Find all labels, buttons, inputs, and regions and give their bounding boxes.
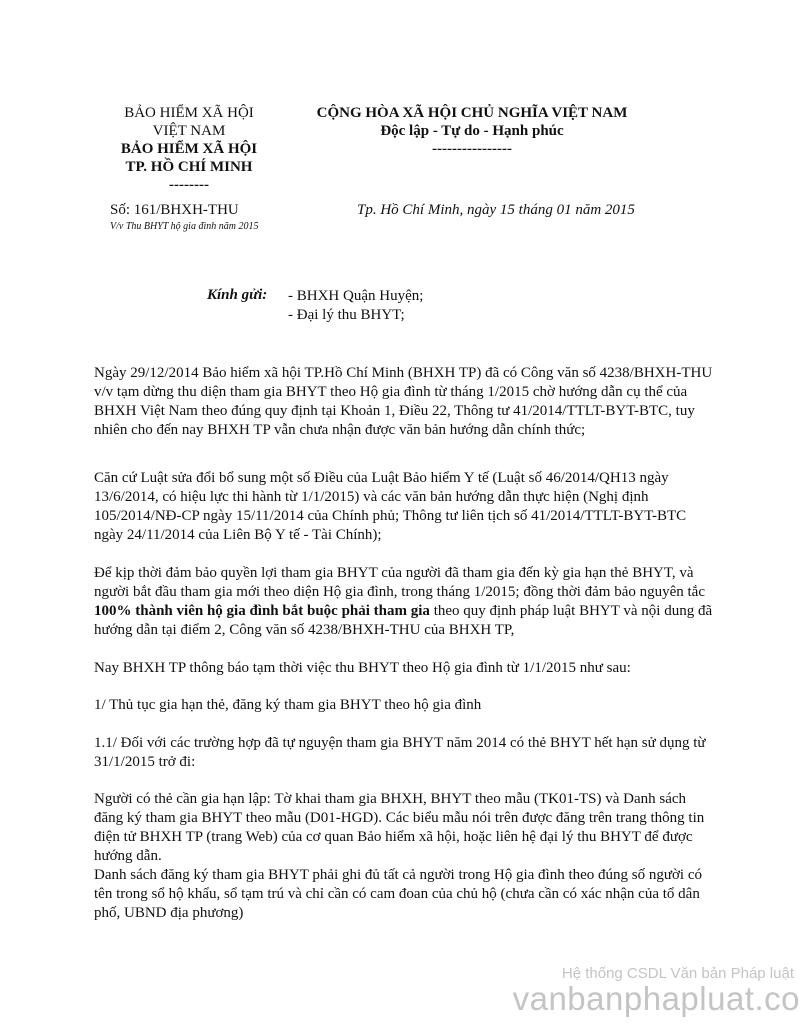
paragraph-4 — [94, 659, 714, 678]
motto: Độc lập - Tự do - Hạnh phúc — [380, 123, 564, 139]
agency-line-2: VIỆT NAM — [152, 123, 226, 139]
paragraph-text: 1/ Thủ tục gia hạn thẻ, đăng ký tham gia BHYT theo hộ gia đình — [94, 697, 482, 713]
paragraph-text — [94, 564, 714, 640]
document-number: Số: 161/BHXH-THU — [110, 202, 239, 218]
paragraph-1 — [94, 364, 714, 440]
paragraph-text: Ngày 29/12/2014 Bảo hiểm xã hội TP.Hồ Chí Minh (BHXH TP) đã có Công văn số 4238/BHXH-THU v/v tạm dừng thu diện tham gia BHYT theo Hộ gia đình từ tháng 1/2015 chờ hướng dẫn cụ thể của BHXH Việt Nam theo đúng quy định tại Khoản 1, Điều 22, Thông tư 41/2014/TTLT-BYT-BTC, tuy nhiên cho đến nay BHXH TP vẫn chưa nhận được văn bản hướng dẫn chính thức; — [94, 365, 713, 438]
paragraph-text-part: theo quy định pháp luật BHYT và nội dung đã hướng dẫn tại điểm 2, Công văn số 4238/BHXH-THU của BHXH TP, — [94, 603, 713, 638]
subsection-heading-1-1 — [94, 734, 714, 772]
national-motto — [297, 104, 647, 158]
agency-line-1: BẢO HIỂM XÃ HỘI — [124, 105, 254, 121]
issuing-agency — [105, 104, 273, 194]
paragraph-8 — [94, 866, 714, 923]
agency-separator: -------- — [169, 177, 209, 193]
section-heading-1 — [94, 696, 714, 715]
kinh-gui-label: Kính gửi: — [207, 287, 268, 303]
paragraph-text: Căn cứ Luật sửa đổi bổ sung một số Điều của Luật Bảo hiểm Y tế (Luật số 46/2014/QH13 ngày 13/6/2014, có hiệu lực thi hành từ 1/1/2015) và các văn bản hướng dẫn thực hiện (Nghị định 105/2014/NĐ-CP ngày 15/11/2014 của Chính phủ; Thông tư liên tịch số 41/2014/TTLT-BYT-BTC ngày 24/11/2014 của Liên Bộ Y tế - Tài Chính); — [94, 470, 687, 543]
paragraph-3 — [94, 564, 714, 640]
agency-line-3: BẢO HIỂM XÃ HỘI — [120, 141, 258, 157]
paragraph-text: Danh sách đăng ký tham gia BHYT phải ghi đủ tất cả người trong Hộ gia đình theo đúng số người có tên trong sổ hộ khẩu, sổ tạm trú và chỉ cần có cam đoan của chủ hộ (chưa cần có xác nhận của tổ dân phố, UBND địa phương) — [94, 867, 702, 921]
watermark-subtitle: Hệ thống CSDL Văn bản Pháp luật — [561, 965, 794, 982]
agency-line-4: TP. HỒ CHÍ MINH — [125, 159, 253, 175]
emphasis-text: 100% thành viên hộ gia đình bắt buộc phải tham gia — [94, 603, 430, 619]
paragraph-text: 1.1/ Đối với các trường hợp đã tự nguyện tham gia BHYT năm 2014 có thẻ BHYT hết hạn sử dụng từ 31/1/2015 trở đi: — [94, 735, 706, 770]
paragraph-text: Người có thẻ cần gia hạn lập: Tờ khai tham gia BHXH, BHYT theo mẫu (TK01-TS) và Danh sách đăng ký tham gia BHYT theo mẫu (D01-HGD). Các biểu mẫu nói trên được đăng trên trang thông tin điện tử BHXH TP (trang Web) của cơ quan Bảo hiểm xã hội, hoặc liên hệ đại lý thu BHYT để được hướng dẫn. — [94, 791, 705, 864]
recipient-item: - Đại lý thu BHYT; — [288, 307, 405, 323]
recipient-item: - BHXH Quận Huyện; — [288, 288, 424, 304]
document-subject: V/v Thu BHYT hộ gia đình năm 2015 — [110, 221, 259, 232]
paragraph-text: Nay BHXH TP thông báo tạm thời việc thu BHYT theo Hộ gia đình từ 1/1/2015 như sau: — [94, 660, 631, 676]
recipient-list — [288, 287, 423, 325]
paragraph-text-part: Để kịp thời đảm bảo quyền lợi tham gia BHYT của người đã tham gia đến kỳ gia hạn thẻ BHYT, và người bắt đầu tham gia mới theo diện Hộ gia đình, trong tháng 1/2015; đồng thời đảm bảo nguyên tắc — [94, 565, 705, 600]
document-date: Tp. Hồ Chí Minh, ngày 15 tháng 01 năm 2015 — [357, 202, 635, 218]
motto-separator: ---------------- — [432, 141, 512, 157]
country-name: CỘNG HÒA XÃ HỘI CHỦ NGHĨA VIỆT NAM — [316, 105, 628, 121]
paragraph-2 — [94, 469, 714, 545]
paragraph-7 — [94, 790, 714, 866]
watermark-site: vanbanphapluat.co — [512, 980, 800, 1017]
